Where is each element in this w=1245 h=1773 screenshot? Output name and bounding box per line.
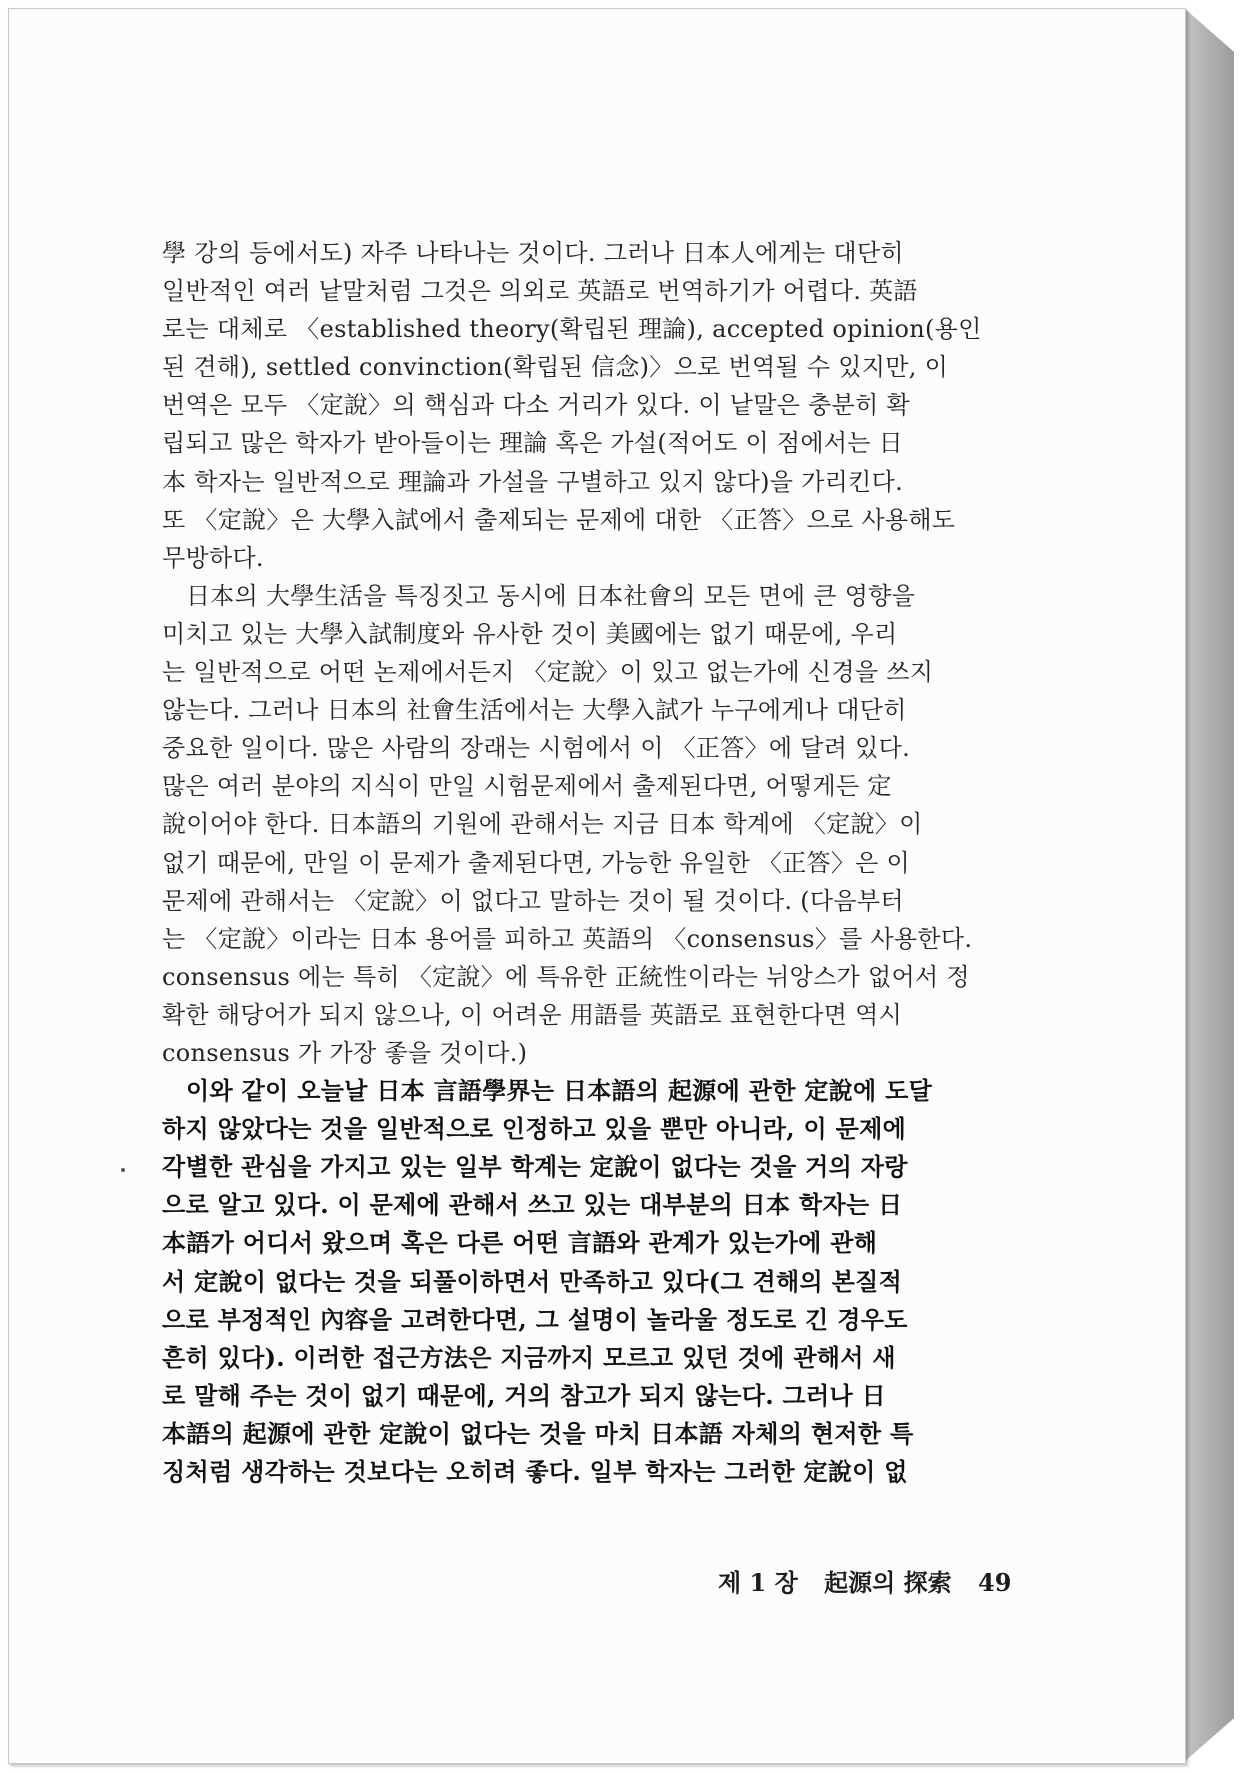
paragraph-1 [162,234,1022,577]
text-line: consensus 가 가장 좋을 것이다.) [162,1038,528,1067]
text-line: 없기 때문에, 만일 이 문제가 출제된다면, 가능한 유일한 〈正答〉은 이 [162,848,911,877]
text-line: 미치고 있는 大學入試制度와 유사한 것이 美國에는 없기 때문에, 우리 [162,619,898,648]
text-line: 무방하다. [162,543,264,572]
text-line: 本 학자는 일반적으로 理論과 가설을 구별하고 있지 않다)을 가리킨다. [162,467,904,496]
text-line: 本語가 어디서 왔으며 혹은 다른 어떤 言語와 관계가 있는가에 관해 [162,1228,878,1258]
text-line: 說이어야 한다. 日本語의 기원에 관해서는 지금 日本 학계에 〈定說〉이 [162,810,923,839]
text-line: 된 견해), settled convinction(확립된 信念)〉으로 번역될 수 있지만, 이 [162,353,949,382]
text-line: 중요한 일이다. 많은 사람의 장래는 시험에서 이 〈正答〉에 달려 있다. [162,734,911,763]
text-line: 이와 같이 오늘날 日本 言語學界는 日本語의 起源에 관한 定說에 도달 [186,1076,933,1106]
text-line: 로는 대체로 〈established theory(확립된 理論), accepted opinion(용인 [162,315,982,344]
paragraph-2 [162,577,1022,1072]
text-line: 學 강의 등에서도) 자주 나타나는 것이다. 그러나 日本人에게는 대단히 [162,239,904,267]
text-line: 는 〈定說〉이라는 日本 용어를 피하고 英語의 〈consensus〉를 사용한다. [162,924,973,953]
text-line: 흔히 있다). 이러한 접근方法은 지금까지 모르고 있던 것에 관해서 새 [162,1342,896,1372]
chapter-title: 起源의 探索 [824,1568,952,1597]
page-number: 49 [978,1568,1012,1597]
text-line: 또 〈定說〉은 大學入試에서 출제되는 문제에 대한 〈正答〉으로 사용해도 [162,505,956,534]
text-line: 않는다. 그러나 日本의 社會生活에서는 大學入試가 누구에게나 대단히 [162,696,907,725]
text-line: 本語의 起源에 관한 定說이 없다는 것을 마치 日本語 자체의 현저한 특 [162,1418,914,1448]
text-line: 으로 부정적인 內容을 고려한다면, 그 설명이 놀라울 정도로 긴 경우도 [162,1304,908,1334]
text-line: 서 定說이 없다는 것을 되풀이하면서 만족하고 있다(그 견해의 본질적 [162,1266,903,1296]
page-footer [718,1563,1012,1598]
page-edge-shadow [1184,8,1234,1762]
text-line: 문제에 관해서는 〈定說〉이 없다고 말하는 것이 될 것이다. (다음부터 [162,886,904,915]
text-line: 각별한 관심을 가지고 있는 일부 학계는 定說이 없다는 것을 거의 자랑 [162,1152,908,1182]
text-line: 번역은 모두 〈定說〉의 핵심과 다소 거리가 있다. 이 낱말은 충분히 확 [162,391,911,420]
body-text [162,234,1022,1491]
chapter-label: 제 1 장 [718,1568,798,1597]
text-line: 일반적인 여러 낱말처럼 그것은 의외로 英語로 번역하기가 어렵다. 英語 [162,277,918,306]
text-line: 징처럼 생각하는 것보다는 오히려 좋다. 일부 학자는 그러한 定說이 없 [162,1457,908,1486]
text-line: 립되고 많은 학자가 받아들이는 理論 혹은 가설(적어도 이 점에서는 日 [162,429,904,458]
text-line: 확한 해당어가 되지 않으나, 이 어려운 用語를 英語로 표현한다면 역시 [162,1000,903,1029]
text-line: 日本의 大學生活을 특징짓고 동시에 日本社會의 모든 면에 큰 영향을 [186,581,916,610]
text-line: 는 일반적으로 어떤 논제에서든지 〈定說〉이 있고 없는가에 신경을 쓰지 [162,658,934,687]
text-line: 하지 않았다는 것을 일반적으로 인정하고 있을 뿐만 아니라, 이 문제에 [162,1114,907,1144]
text-line: 많은 여러 분야의 지식이 만일 시험문제에서 출제된다면, 어떻게든 定 [162,772,892,801]
stray-mark [121,1168,125,1172]
text-line: 으로 알고 있다. 이 문제에 관해서 쓰고 있는 대부분의 日本 학자는 日 [162,1190,903,1220]
text-line: consensus 에는 특히 〈定說〉에 특유한 正統性이라는 뉘앙스가 없어서 정 [162,962,970,991]
paragraph-3 [162,1072,1022,1491]
text-line: 로 말해 주는 것이 없기 때문에, 거의 참고가 되지 않는다. 그러나 日 [162,1380,886,1410]
